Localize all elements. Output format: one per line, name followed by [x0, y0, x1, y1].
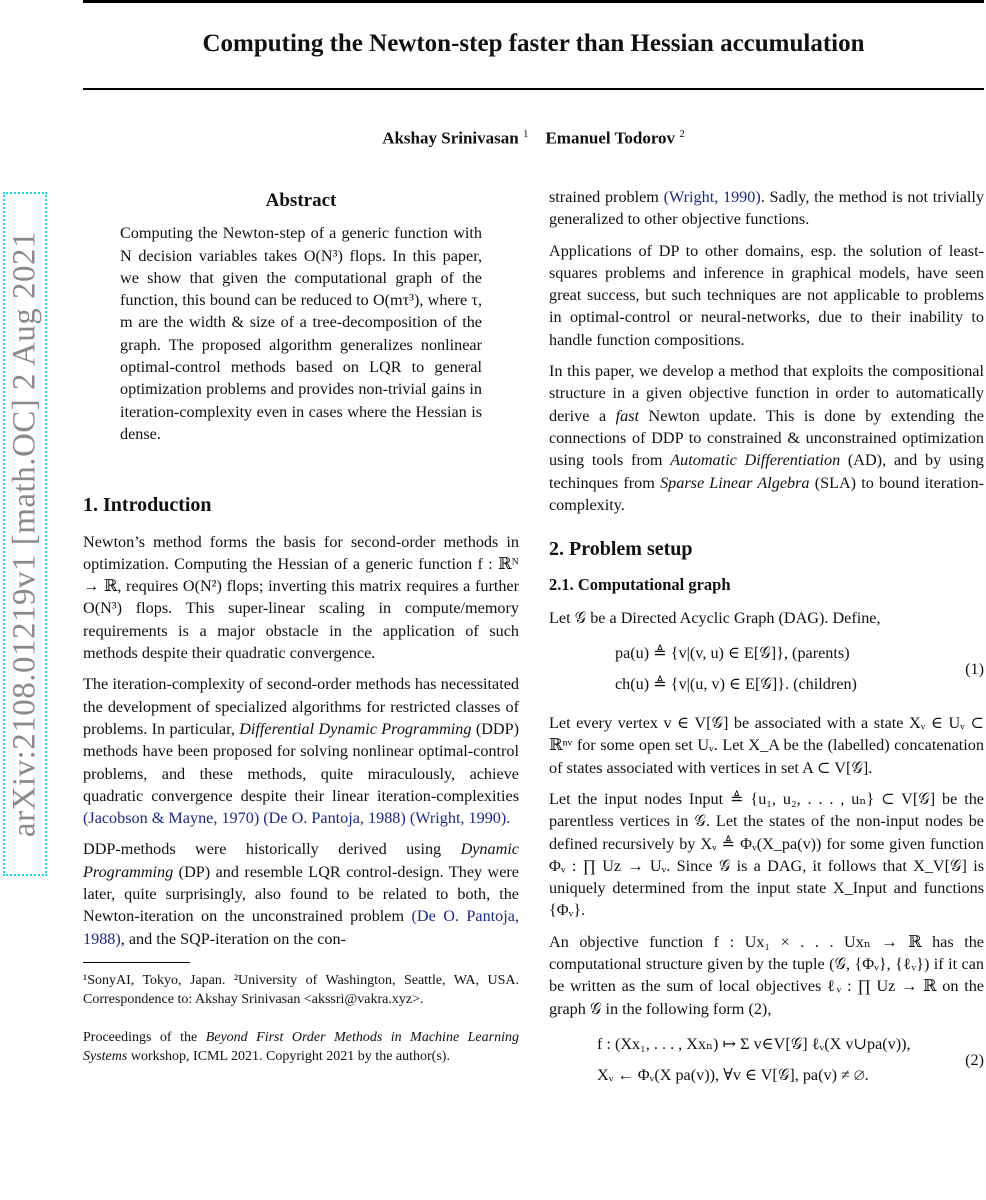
paragraph-text: (AD), and by using techinques from	[549, 451, 984, 492]
subsection-heading-computational-graph: 2.1. Computational graph	[549, 575, 731, 595]
emphasis-text: fast	[615, 406, 640, 425]
author-name: Emanuel Todorov	[545, 128, 676, 148]
body-paragraph: Let 𝒢 be a Directed Acyclic Graph (DAG). Define,	[549, 608, 881, 627]
body-paragraph: Applications of DP to other domains, esp. the solution of least-squares problems and inference in graphical models, have seen great success, but such techniques are not applicable to problems in optimal-control or neural-networks, due to their inability to handle function compositions.	[549, 241, 984, 349]
abstract-body: Computing the Newton-step of a generic function with N decision variables takes O(N³) flops. In this paper, we show that given the computational graph of the function, this bound can be reduced to O(mτ³), where τ, m are the width & size of a tree-decomposition of the graph. The proposed algorithm generalizes nonlinear optimal-control methods based on LQR to general optimization problems and provides non-trivial gains in iteration-complexity even in cases where the Hessian is dense.	[120, 224, 482, 443]
title-rule-bottom	[83, 88, 984, 90]
section-heading-introduction: 1. Introduction	[83, 494, 212, 517]
citation-link[interactable]: (Wright, 1990).	[409, 809, 511, 828]
citation-link[interactable]: (De O. Pantoja, 1988)	[83, 907, 519, 948]
body-paragraph: Let every vertex v ∈ V[𝒢] be associated with a state Xᵥ ∈ Uᵥ ⊂ ℝⁿᵛ for some open set Uᵥ. Let X_A be the (labelled) concatenation of states associated with vertices in set A ⊂ V[𝒢].	[549, 714, 984, 777]
body-paragraph: An objective function f : Ux₁ × . . . Uxₙ → ℝ has the computational structure given by the tuple (𝒢, {Φᵥ}, {ℓᵥ}) if it can be written as the sum of local objectives ℓᵥ : ∏ Uz → ℝ on the graph 𝒢 in the following form (2),	[549, 932, 984, 1018]
emphasis-text: Dynamic Programming	[83, 840, 519, 881]
emphasis-text: Automatic Differentiation	[670, 451, 841, 470]
paragraph-text: (DDP) methods have been proposed for solving nonlinear optimal-control problems, and these methods, quite miraculously, achieve quadratic convergence despite their linear iteration-complexities	[83, 719, 519, 805]
intro-paragraph	[83, 673, 519, 829]
equation-number: (1)	[965, 659, 984, 678]
footnote-divider	[83, 962, 190, 963]
citation-link[interactable]: (Jacobson & Mayne, 1970)	[83, 809, 260, 828]
paper-title: Computing the Newton-step faster than Hessian accumulation	[202, 30, 865, 57]
emphasis-text: Sparse Linear Algebra	[660, 473, 810, 492]
equation-1	[549, 638, 984, 700]
body-paragraph	[549, 360, 984, 516]
paragraph-text: (SLA) to bound iteration-complexity.	[549, 473, 984, 514]
paragraph-text: , and the SQP-iteration on the con-	[120, 929, 346, 948]
emphasis-text: Beyond First Order Methods in Machine Learning Systems	[83, 1029, 519, 1064]
citation-link[interactable]: (Wright, 1990)	[663, 188, 761, 206]
paragraph-text: In this paper, we develop a method that exploits the compositional structure in a given objective function in order to automatically derive a	[549, 362, 984, 425]
paragraph-text: Newton update. This is done by extending the connections of DDP to constrained & unconstrained optimization using tools from	[549, 406, 984, 470]
body-paragraph: Let the input nodes Input ≜ {u₁, u₂, . . . , uₙ} ⊂ V[𝒢] be the parentless vertices in 𝒢. Let the states of the non-input nodes be defined recursively by Xᵥ ≜ Φᵥ(X_pa(v)) for some given function Φᵥ : ∏ Uz → Uᵥ. Since 𝒢 is a DAG, it follows that X_V[𝒢] is uniquely determined from the input state X_Input and functions {Φᵥ}.	[549, 789, 984, 920]
emphasis-text: Differential Dynamic Programming	[239, 719, 472, 738]
paragraph-text: The iteration-complexity of second-order methods has necessitated the development of specialized algorithms for restricted classes of problems. In particular,	[83, 675, 519, 738]
equation-line: Xᵥ ← Φᵥ(X pa(v)), ∀v ∈ V[𝒢], pa(v) ≠ ∅.	[597, 1065, 869, 1084]
equation-line: ch(u) ≜ {v|(u, v) ∈ E[𝒢]}. (children)	[615, 675, 857, 694]
abstract-heading: Abstract	[265, 190, 337, 211]
paragraph-text: . Sadly, the method is not trivially generalized to other objective functions.	[549, 188, 985, 229]
body-paragraph	[549, 186, 984, 231]
equation-number: (2)	[965, 1050, 984, 1069]
proceedings-note	[83, 1028, 519, 1066]
right-column	[549, 186, 984, 1103]
arxiv-stamp-text: arXiv:2108.01219v1 [math.OC] 2 Aug 2021	[6, 230, 43, 838]
equation-line: pa(u) ≜ {v|(v, u) ∈ E[𝒢]}, (parents)	[615, 644, 850, 663]
paragraph-text: Proceedings of the	[83, 1029, 206, 1045]
equation-2	[549, 1029, 984, 1091]
author-affiliation-mark: 1	[522, 128, 529, 140]
paragraph-text: DDP-methods were historically derived using	[83, 840, 461, 859]
section-heading-problem-setup: 2. Problem setup	[549, 538, 693, 561]
footnote: ¹SonyAI, Tokyo, Japan. ²University of Washington, Seattle, WA, USA. Correspondence to: Akshay Srinivasan <akssri@vakra.xyz>.	[83, 972, 519, 1007]
equation-line: f : (Xx₁, . . . , Xxₙ) ↦ Σ v∈V[𝒢] ℓᵥ(X v∪pa(v)),	[597, 1034, 911, 1053]
author-list	[83, 128, 984, 149]
author-affiliation-mark: 2	[679, 128, 685, 140]
left-column	[83, 186, 519, 1066]
intro-paragraph	[83, 838, 519, 949]
paragraph-text: strained problem	[549, 188, 664, 206]
paragraph-text: workshop, ICML 2021. Copyright 2021 by the author(s).	[127, 1048, 450, 1064]
paragraph-text: (DP) and resemble LQR control-design. They were later, quite surprisingly, also found to be related to both, the Newton-iteration on the unconstrained problem	[83, 862, 519, 926]
intro-paragraph: Newton’s method forms the basis for second-order methods in optimization. Computing the Hessian of a generic function f : ℝᴺ → ℝ, requires O(N²) flops; inverting this matrix requires a further O(N³) flops. This super-linear scaling in compute/memory requirements is a major obstacle in the application of such methods despite their quadratic convergence.	[83, 532, 519, 663]
citation-link[interactable]: (De O. Pantoja, 1988)	[263, 809, 406, 828]
author-name: Akshay Srinivasan	[382, 128, 519, 148]
title-rule-top	[83, 0, 984, 3]
arxiv-stamp	[3, 192, 47, 876]
